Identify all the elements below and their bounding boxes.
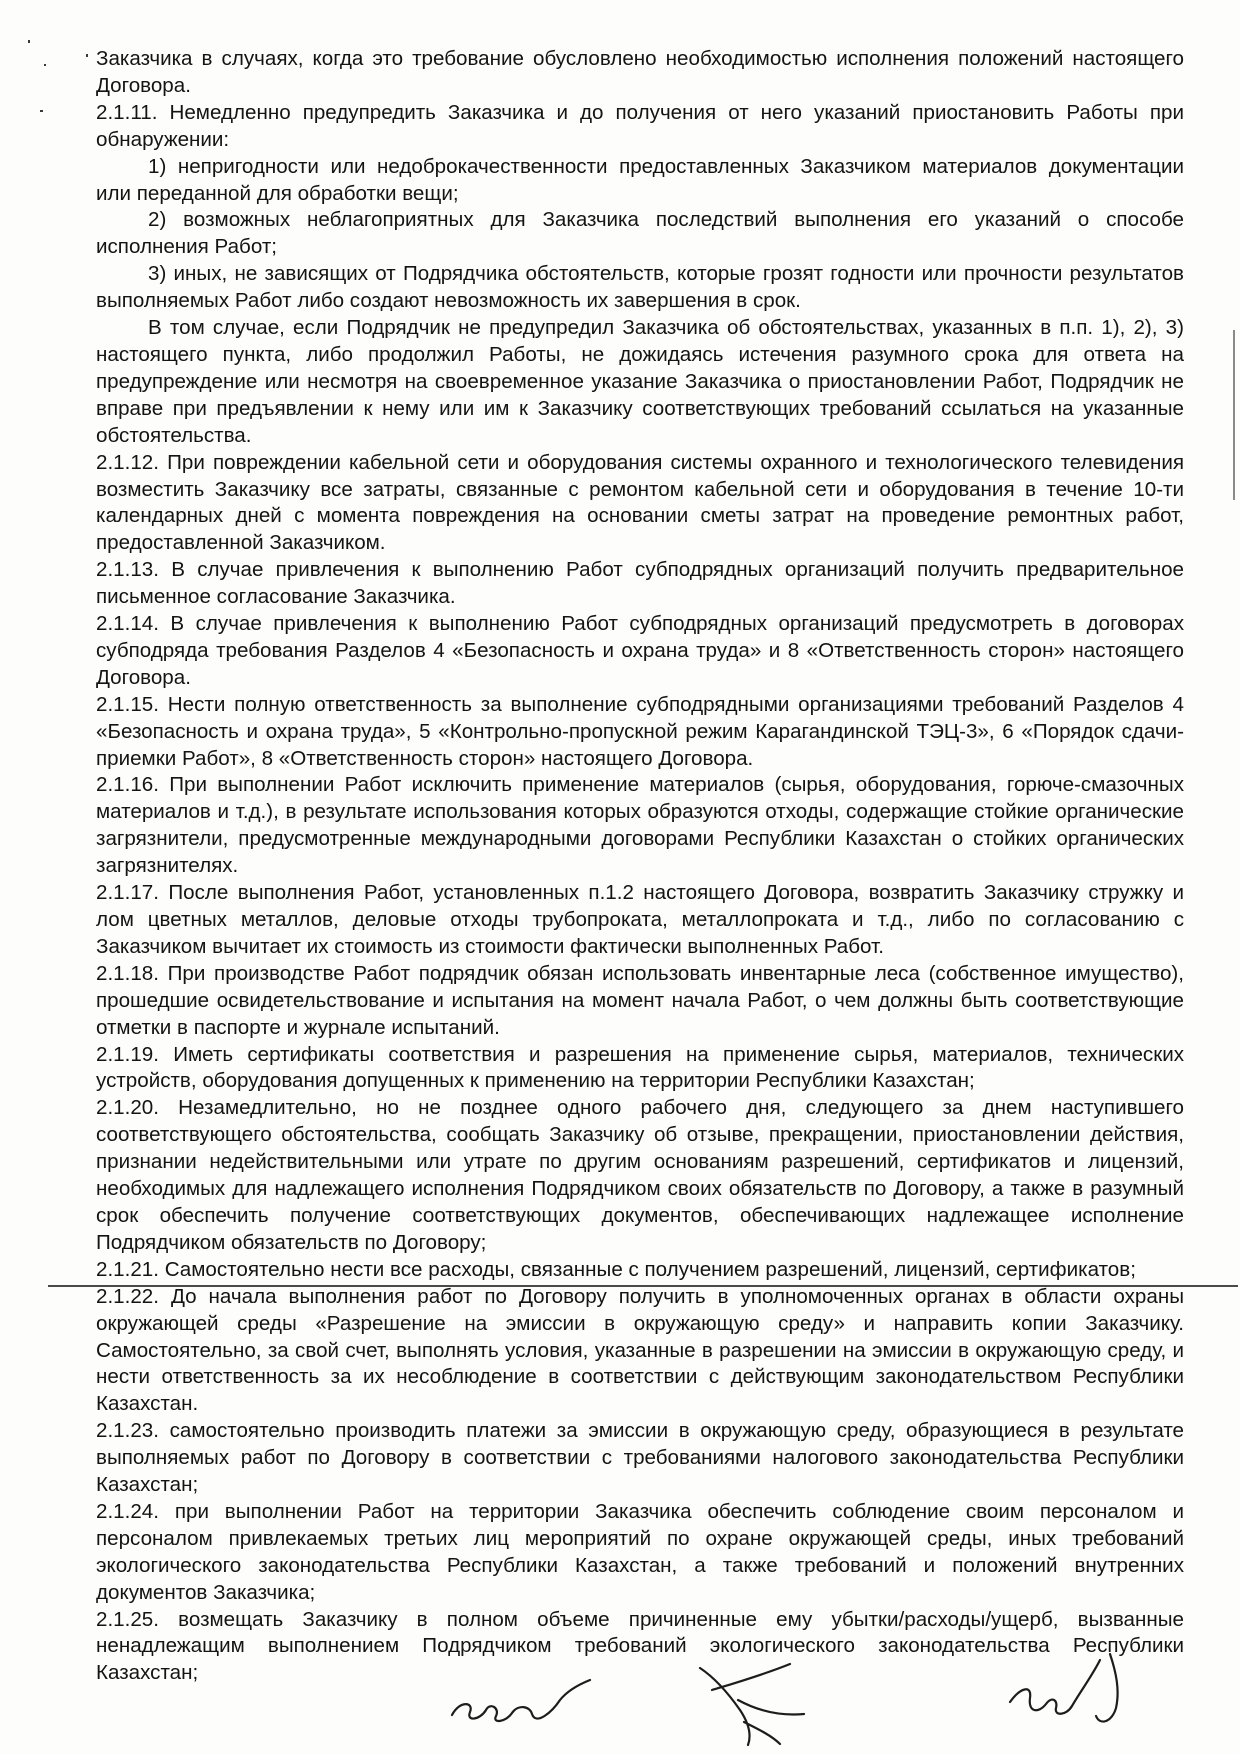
scan-edge-mark: [1233, 330, 1235, 500]
list-item: 2) возможных неблагоприятных для Заказчика последствий выполнения его указаний о способе исполнения Работ;: [96, 208, 1184, 259]
clause-2-1-24: 2.1.24. при выполнении Работ на территории Заказчика обеспечить соблюдение своим персоналом и персоналом привлекаемых третьих лиц мероприятий по охране окружающей среды, иных требований экологического законодательства Республики Казахстан, а также требований и положений внутренних документов Заказчика;: [96, 1499, 1184, 1604]
scan-speck: [44, 64, 46, 66]
clause-2-1-23: 2.1.23. самостоятельно производить платежи за эмиссии в окружающую среду, образующиеся в результате выполняемых работ по Договору в соответствии с требованиями налогового законодательства Республики Казахстан;: [96, 1419, 1184, 1497]
clause-2-1-21: 2.1.21. Самостоятельно нести все расходы, связанные с получением разрешений, лицензий, сертификатов;: [96, 1257, 1136, 1281]
clause-2-1-17: 2.1.17. После выполнения Работ, установленных п.1.2 настоящего Договора, возвратить Заказчику стружку и лом цветных металлов, деловые отходы трубопроката, металлопроката и т.д., либо по согласованию с Заказчиком вычитает их стоимость из стоимости фактически выполненных Работ.: [96, 881, 1184, 958]
scan-speck: [28, 40, 30, 43]
scan-speck: [40, 110, 43, 112]
document-body: [96, 46, 1184, 1687]
clause-2-1-20: 2.1.20. Незамедлительно, но не позднее одного рабочего дня, следующего за днем наступившего соответствующего обстоятельства, сообщать Заказчику об отзыве, прекращении, приостановлении действия, признании недействительными или утрате по другим основаниям разрешений, сертификатов и лицензий, необходимых для надлежащего исполнения Подрядчиком своих обязательств по Договору, а также в разумный срок обеспечить получение соответствующих документов, обеспечивающих надлежащее исполнение Подрядчиком обязательств по Договору;: [96, 1096, 1184, 1254]
clause-2-1-18: 2.1.18. При производстве Работ подрядчик обязан использовать инвентарные леса (собственное имущество), прошедшие освидетельствование и испытания на момент начала Работ, о чем должны быть соответствующие отметки в паспорте и журнале испытаний.: [96, 961, 1184, 1039]
clause-2-1-12: 2.1.12. При повреждении кабельной сети и оборудования системы охранного и технологического телевидения возместить Заказчику все затраты, связанные с ремонтом кабельной сети и оборудования в течение 10-ти календарных дней с момента повреждения на основании сметы затрат на проведение ремонтных работ, предоставленной Заказчиком.: [96, 450, 1184, 555]
clause-2-1-16: 2.1.16. При выполнении Работ исключить применение материалов (сырья, оборудования, горюче-смазочных материалов и т.д.), в результате использования которых образуются отходы, содержащие стойкие органические загрязнители, предусмотренные международными договорами Республики Казахстан о стойких органических загрязнителях.: [96, 773, 1184, 878]
clause-2-1-22: 2.1.22. До начала выполнения работ по Договору получить в уполномоченных органах в области охраны окружающей среды «Разрешение на эмиссии в окружающую среду» и направить копии Заказчику. Самостоятельно, за свой счет, выполнять условия, указанные в разрешении на эмиссии в окружающую среду, и нести ответственность за их несоблюдение в соответствии с действующим законодательством Республики Казахстан.: [96, 1284, 1184, 1416]
clause-2-1-13: 2.1.13. В случае привлечения к выполнению Работ субподрядных организаций получить предварительное письменное согласование Заказчика.: [96, 558, 1184, 609]
clause-2-1-19: 2.1.19. Иметь сертификаты соответствия и разрешения на применение сырья, материалов, технических устройств, оборудования допущенных к применению на территории Республики Казахстан;: [96, 1042, 1184, 1093]
list-item: 1) непригодности или недоброкачественности предоставленных Заказчиком материалов документации или переданной для обработки вещи;: [96, 154, 1184, 205]
clause-2-1-15: 2.1.15. Нести полную ответственность за выполнение субподрядными организациями требований Разделов 4 «Безопасность и охрана труда», 5 «Контрольно-пропускной режим Карагандинской ТЭЦ-3», 6 «Порядок сдачи-приемки Работ», 8 «Ответственность сторон» настоящего Договора.: [96, 692, 1184, 770]
clause-2-1-11: 2.1.11. Немедленно предупредить Заказчика и до получения от него указаний приостановить Работы при обнаружении:: [96, 100, 1184, 151]
list-item: 3) иных, не зависящих от Подрядчика обстоятельств, которые грозят годности или прочности результатов выполняемых Работ либо создают невозможность их завершения в срок.: [96, 262, 1184, 313]
paragraph: Заказчика в случаях, когда это требование обусловлено необходимостью исполнения положений настоящего Договора.: [96, 47, 1184, 97]
clause-2-1-25: 2.1.25. возмещать Заказчику в полном объеме причиненные ему убытки/расходы/ущерб, вызванные ненадлежащим выполнением Подрядчиком требований экологического законодательства Республики Казахстан;: [96, 1607, 1184, 1685]
paragraph: В том случае, если Подрядчик не предупредил Заказчика об обстоятельствах, указанных в п.п. 1), 2), 3) настоящего пункта, либо продолжил Работы, не дожидаясь истечения разумного срока для ответа на предупреждение или несмотря на своевременное указание Заказчика о приостановлении Работ, Подрядчик не вправе при предъявлении к нему или им к Заказчику соответствующих требований ссылаться на указанные обстоятельства.: [96, 316, 1184, 447]
scan-speck: [86, 54, 88, 57]
clause-2-1-14: 2.1.14. В случае привлечения к выполнению Работ субподрядных организаций предусмотреть в договорах субподряда требования Разделов 4 «Безопасность и охрана труда» и 8 «Ответственность сторон» настоящего Договора.: [96, 612, 1184, 689]
